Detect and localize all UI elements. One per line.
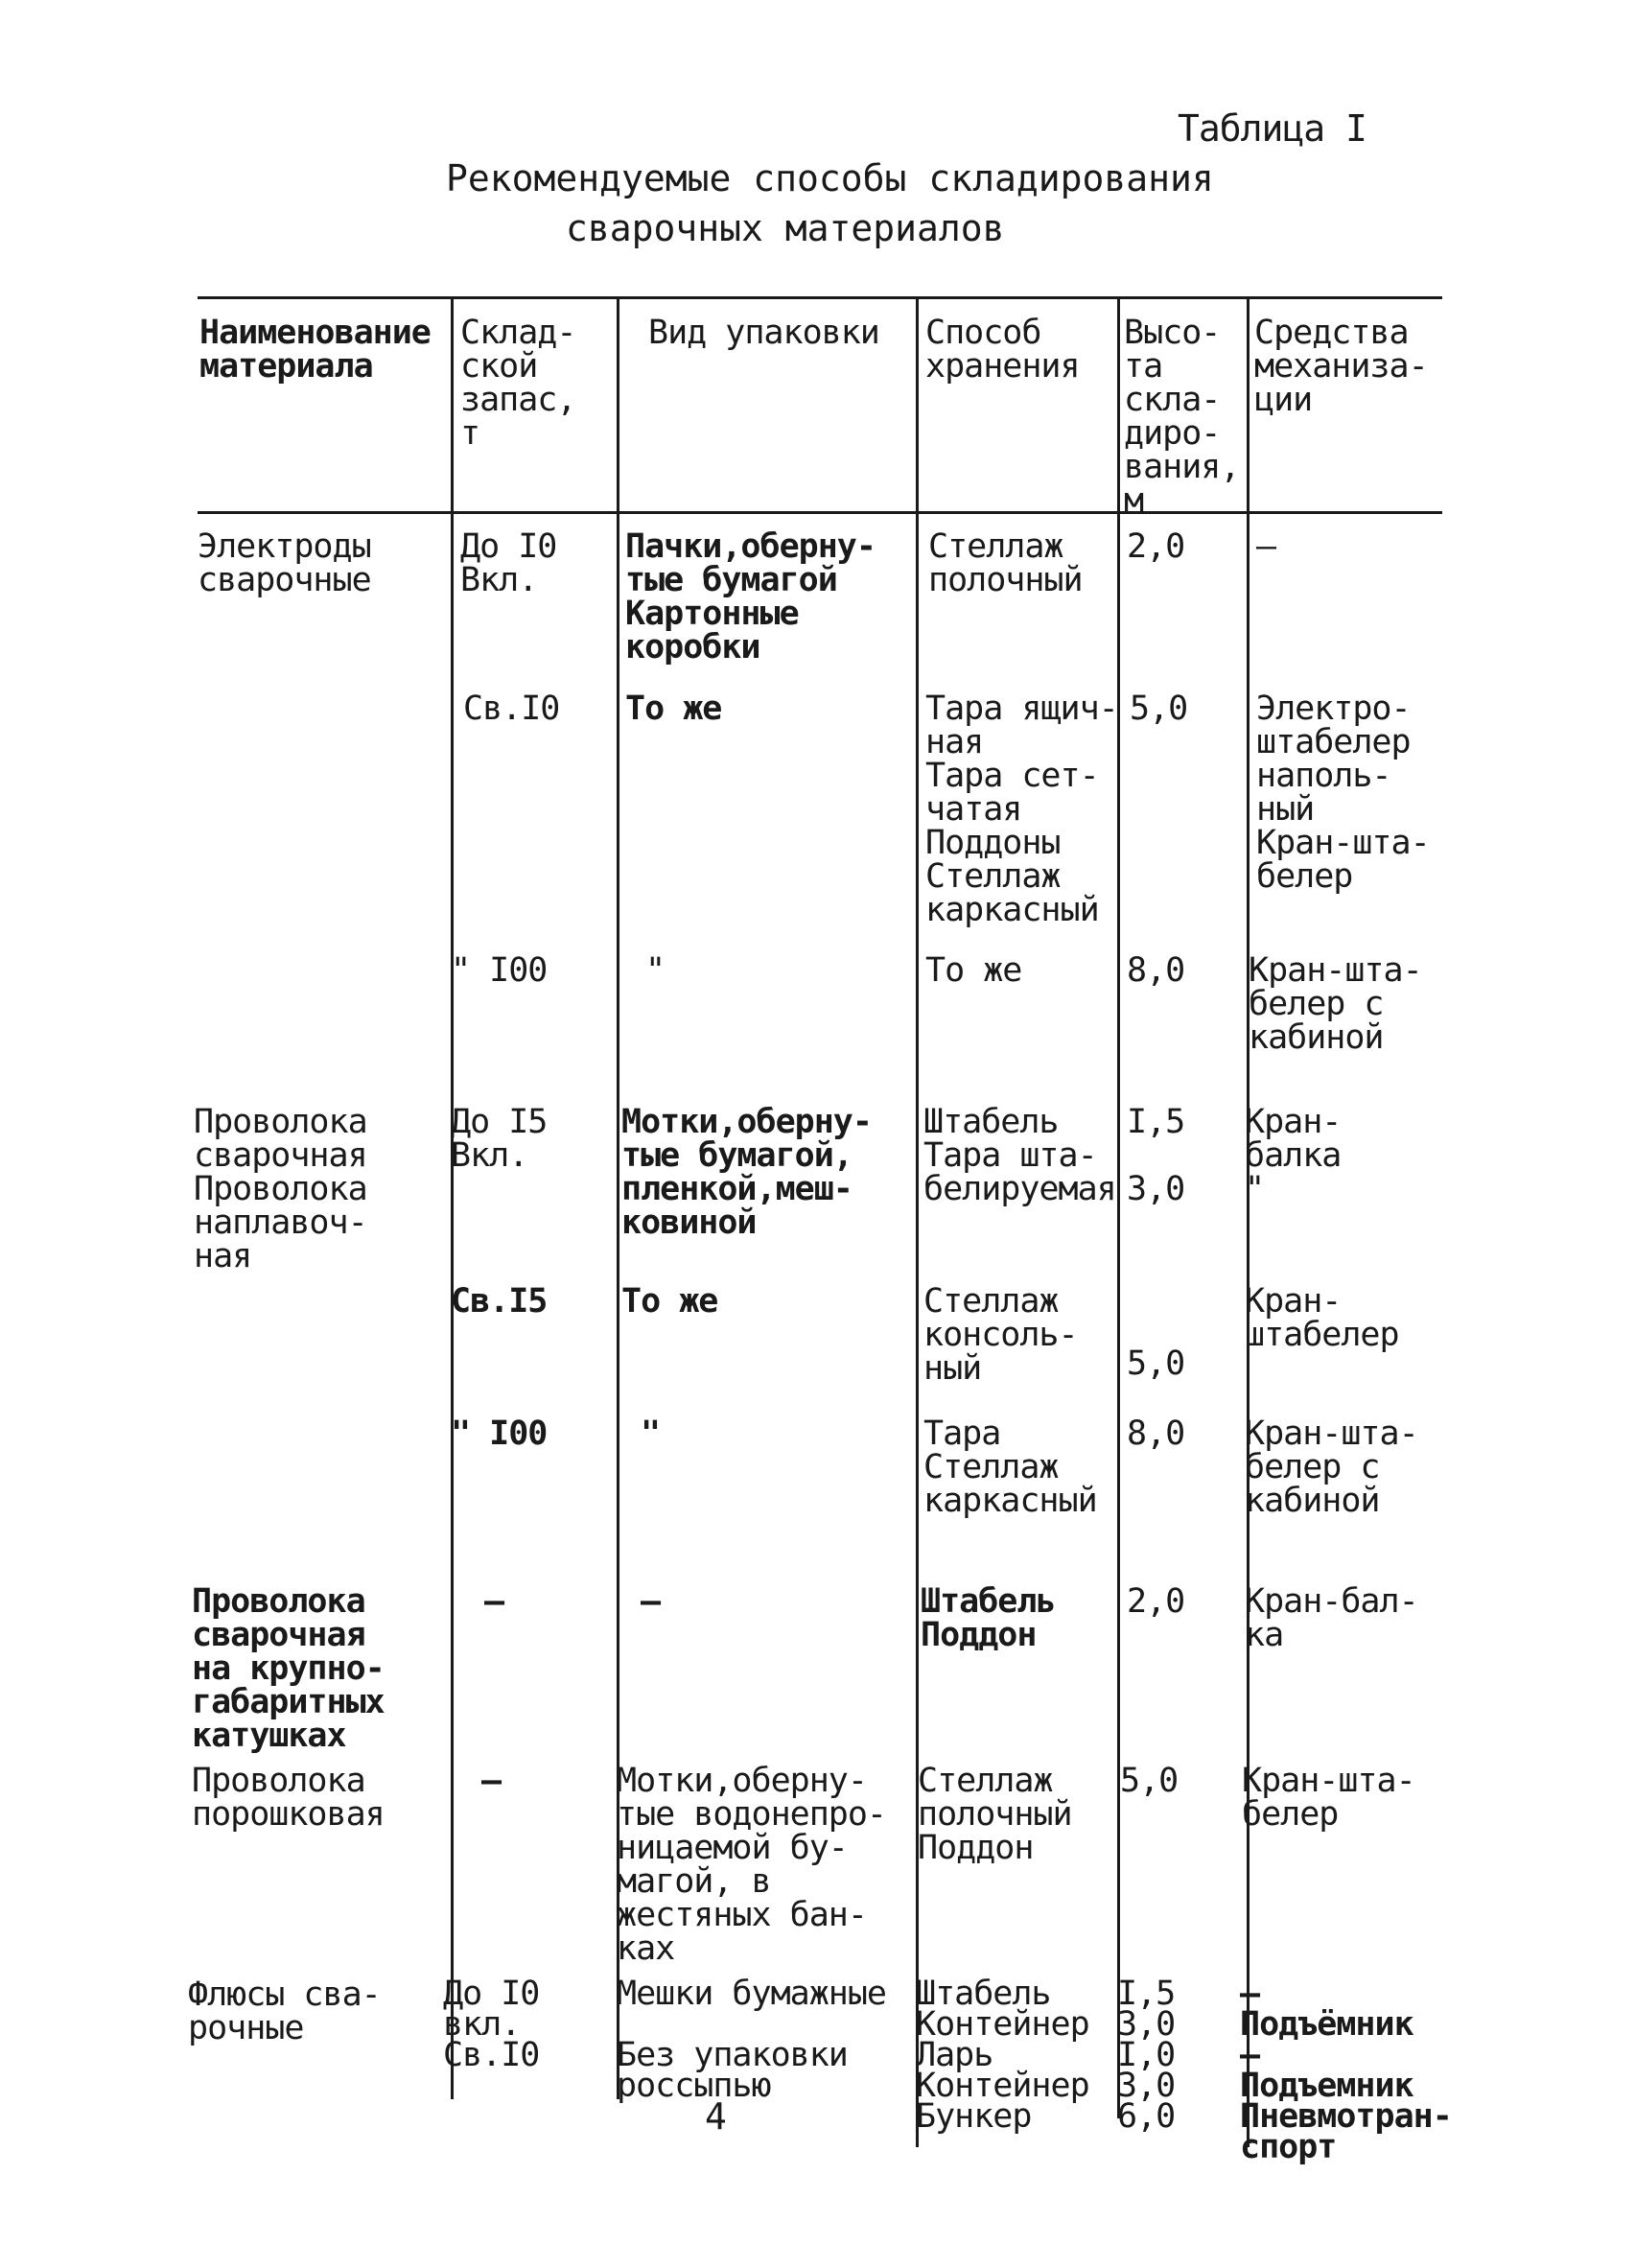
row-8-packaging: Мотки,оберну- тые водонепро- ницаемой бу- магой, в жестяных бан- ках — [617, 1762, 887, 1968]
row-8-storage: Стеллаж полочный Поддон — [918, 1762, 1072, 1867]
row-4-stock: До I5 Вкл. — [451, 1103, 548, 1175]
row-8-material: Проволока порошковая — [192, 1762, 385, 1834]
row-8-mechanization: Кран-шта- белер — [1242, 1762, 1415, 1834]
row-1-height: 2,0 — [1127, 527, 1185, 566]
col-divider-5 — [1247, 296, 1250, 2147]
row-5-storage: Стеллаж консоль- ный — [923, 1282, 1078, 1388]
row-9-packaging: Мешки бумажные Без упаковки россыпью — [617, 1975, 887, 2105]
row-5-mechanization: Кран- штабелер — [1245, 1282, 1399, 1354]
row-3-height: 8,0 — [1127, 951, 1185, 990]
row-5-packaging: То же — [621, 1282, 718, 1321]
row-2-height: 5,0 — [1130, 690, 1188, 728]
row-3-stock: " I00 — [451, 951, 548, 990]
row-7-mechanization: Кран-бал- ка — [1245, 1582, 1418, 1654]
row-6-stock: " I00 — [451, 1415, 548, 1453]
col-divider-4 — [1117, 296, 1120, 2118]
row-7-storage: Штабель Поддон — [921, 1582, 1056, 1654]
row-6-storage: Тара Стеллаж каркасный — [923, 1415, 1097, 1520]
row-9-stock: До I0 вкл. Св.I0 — [443, 1975, 540, 2074]
table-label: Таблица I — [1178, 107, 1366, 150]
title-line-1: Рекомендуемые способы складирования — [446, 157, 1214, 199]
header-height: Высо- та скла- диро- вания, м — [1124, 314, 1240, 520]
row-3-mechanization: Кран-шта- белер с кабиной — [1249, 951, 1422, 1057]
row-6-packaging: " — [641, 1415, 661, 1453]
row-2-storage: Тара ящич- ная Тара сет- чатая Поддоны Стеллаж каркасный — [925, 690, 1118, 929]
title-line-2: сварочных материалов — [566, 207, 1005, 249]
header-material: Наименование материала — [199, 314, 431, 386]
row-1-material: Электроды сварочные — [198, 527, 371, 599]
row-2-stock: Св.I0 — [463, 690, 560, 728]
row-7-height: 2,0 — [1127, 1582, 1185, 1621]
header-stock: Склад- ской запас, т — [460, 314, 576, 453]
header-storage: Способ хранения — [925, 314, 1080, 386]
header-bottom-rule — [198, 511, 1442, 514]
row-8-stock: — — [481, 1762, 502, 1800]
row-9-storage: Штабель Контейнер Ларь Контейнер Бункер — [916, 1975, 1089, 2136]
row-4-height: I,5 3,0 — [1127, 1103, 1185, 1208]
row-6-mechanization: Кран-шта- белер с кабиной — [1245, 1415, 1418, 1520]
row-5-height: 5,0 — [1127, 1344, 1185, 1383]
row-4-mechanization: Кран- балка " — [1245, 1103, 1342, 1208]
row-4-packaging: Мотки,оберну- тые бумагой, пленкой,меш- ковиной — [621, 1103, 872, 1242]
row-9-mechanization: — Подъёмник — Подъемник Пневмотран- спорт — [1240, 1975, 1452, 2166]
row-9-material: Флюсы сва- рочные — [188, 1976, 381, 2047]
row-9-height: I,5 3,0 I,0 3,0 6,0 — [1117, 1975, 1176, 2136]
row-1-storage: Стеллаж полочный — [928, 527, 1083, 599]
row-7-material: Проволока сварочная на крупно- габаритных катушках — [192, 1582, 385, 1755]
row-3-packaging: " — [645, 951, 666, 990]
header-mechanization: Средства механиза- ции — [1254, 314, 1428, 419]
row-2-packaging: То же — [625, 690, 722, 728]
row-7-stock: — — [484, 1582, 504, 1621]
row-4-material: Проволока сварочная Проволока наплавоч- ная — [194, 1103, 367, 1275]
row-3-storage: То же — [925, 951, 1022, 990]
row-5-stock: Св.I5 — [451, 1282, 548, 1321]
row-1-packaging: Пачки,оберну- тые бумагой Картонные коробки — [625, 527, 876, 666]
col-divider-3 — [916, 296, 919, 2147]
row-2-mechanization: Электро- штабелер наполь- ный Кран-шта- белер — [1256, 690, 1430, 896]
row-1-mechanization: — — [1256, 527, 1276, 566]
table-top-rule — [198, 296, 1442, 299]
header-packaging: Вид упаковки — [648, 314, 879, 352]
page-number: 4 — [705, 2095, 726, 2138]
row-4-storage: Штабель Тара шта- белируемая — [923, 1103, 1116, 1208]
row-1-stock: До I0 Вкл. — [460, 527, 557, 599]
row-8-height: 5,0 — [1120, 1762, 1179, 1800]
col-divider-1 — [451, 296, 454, 2099]
row-7-packaging: — — [641, 1582, 661, 1621]
row-6-height: 8,0 — [1127, 1415, 1185, 1453]
